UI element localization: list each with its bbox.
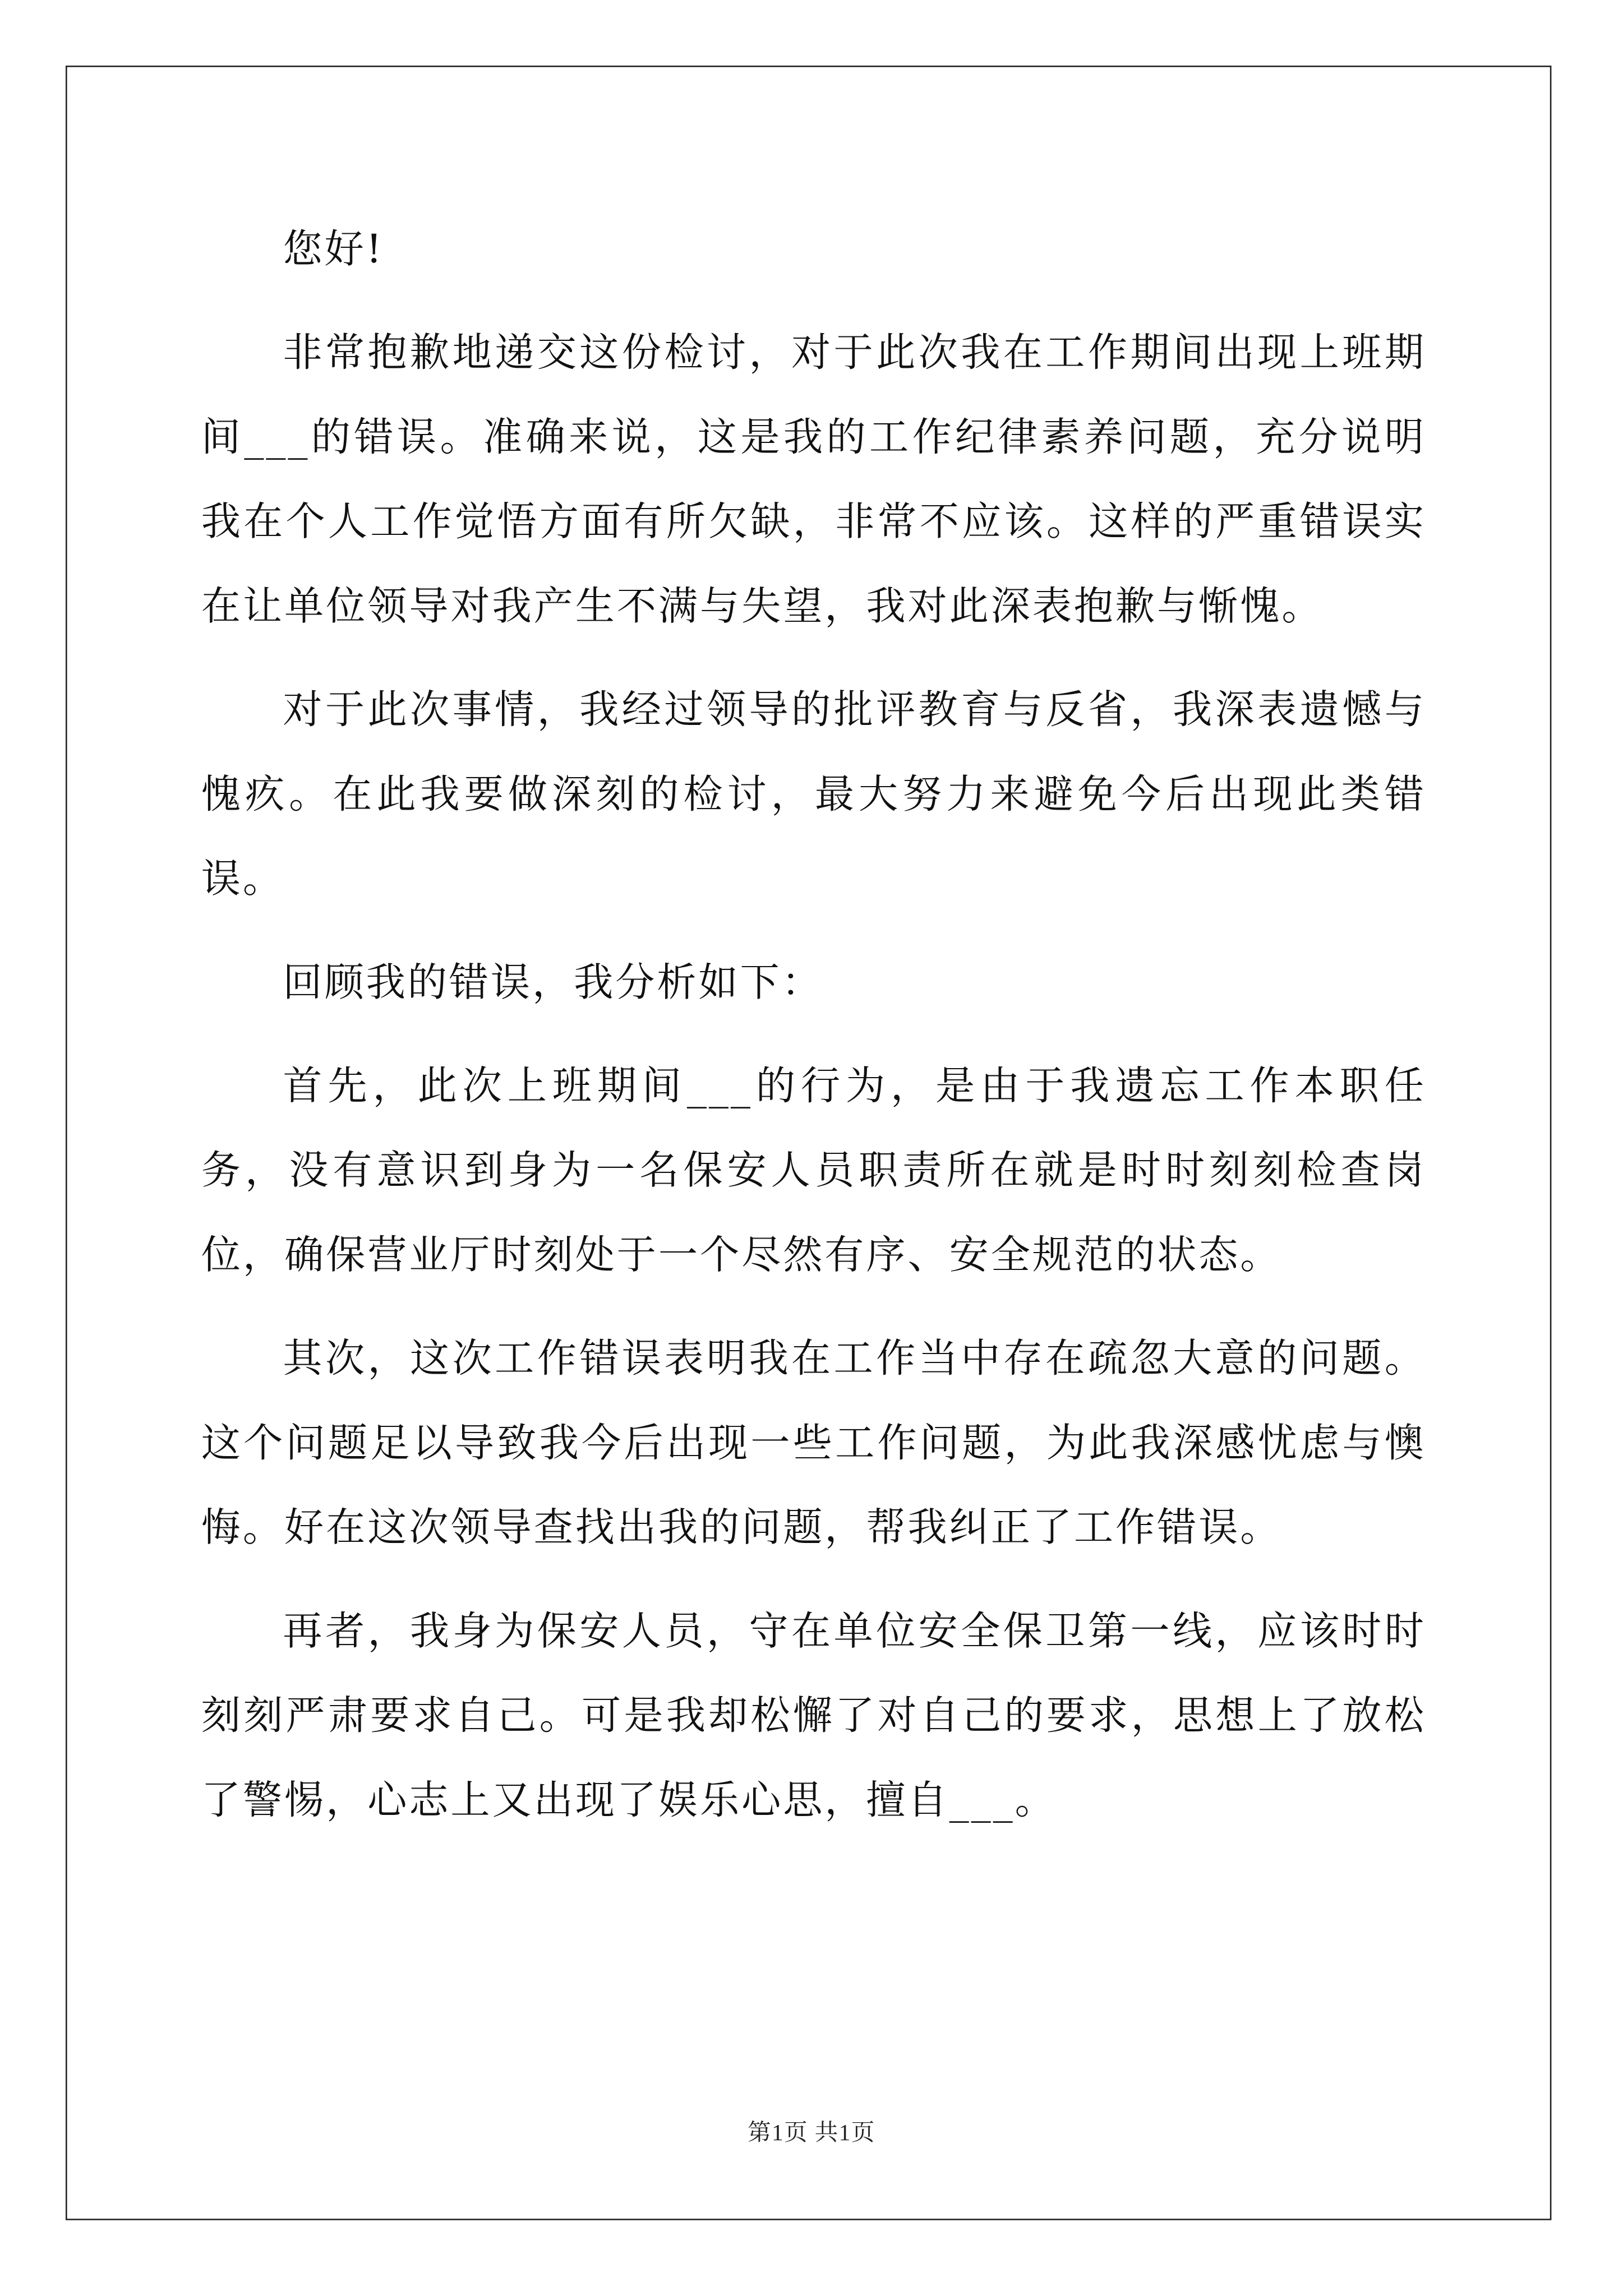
page-number-footer: 第1页 共1页 [748, 2121, 875, 2146]
paragraph-reflection: 对于此次事情，我经过领导的批评教育与反省，我深表遗憾与愧疚。在此我要做深刻的检讨，最大努力来避免今后出现此类错误。 [201, 688, 1426, 903]
document-body [201, 209, 1426, 1863]
paragraph-first-point: 首先，此次上班期间___的行为，是由于我遗忘工作本职任务，没有意识到身为一名保安人员职责所在就是时时刻刻检查岗位，确保营业厅时刻处于一个尽然有序、安全规范的状态。 [201, 1064, 1426, 1279]
salutation: 您好! [283, 227, 384, 273]
paragraph-third-point: 再者，我身为保安人员，守在单位安全保卫第一线，应该时时刻刻严肃要求自己。可是我却松懈了对自己的要求，思想上了放松了警惕，心志上又出现了娱乐心思，擅自___。 [201, 1609, 1426, 1824]
paragraph-second-point: 其次，这次工作错误表明我在工作当中存在疏忽大意的问题。这个问题足以导致我今后出现一些工作问题，为此我深感忧虑与懊悔。好在这次领导查找出我的问题，帮我纠正了工作错误。 [201, 1337, 1426, 1551]
paragraph-analysis-intro: 回顾我的错误，我分析如下： [283, 960, 823, 1006]
paragraph-apology: 非常抱歉地递交这份检讨，对于此次我在工作期间出现上班期间___的错误。准确来说，这是我的工作纪律素养问题，充分说明我在个人工作觉悟方面有所欠缺，非常不应该。这样的严重错误实在让单位领导对我产生不满与失望，我对此深表抱歉与惭愧。 [201, 331, 1426, 630]
